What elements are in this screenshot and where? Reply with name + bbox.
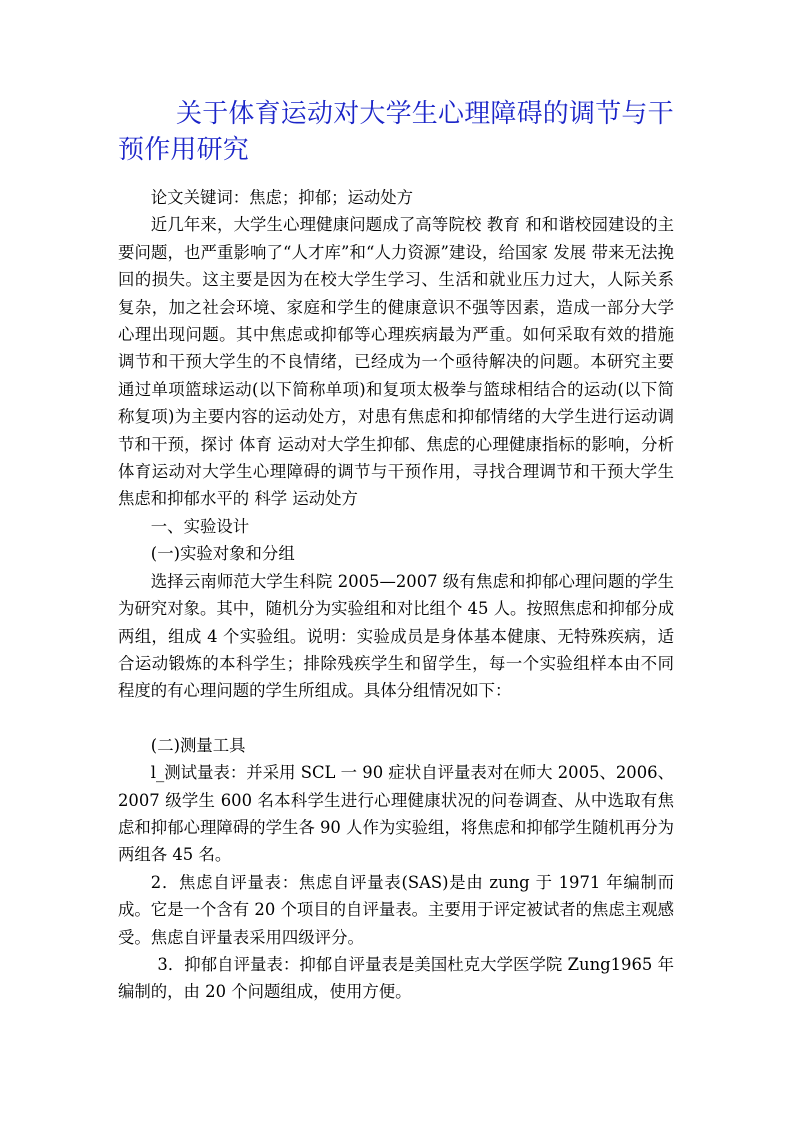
subsection-heading-measurement-tools: (二)测量工具 — [150, 735, 246, 755]
intro-paragraph: 近几年来，大学生心理健康问题成了高等院校 教育 和和谐校园建设的主要问题，也严重影响了“人才库”和“人力资源”建设，给国家 发展 带来无法挽回的损失。这主要是因为在校大学生学习、生活和就业压力过大，人际关系复杂，加之社会环境、家庭和学生的健康意识不强等因素，造成一部分大学心理出现问题。其中焦虑或抑郁等心理疾病最为严重。如何采取有效的措施调节和干预大学生的不良情绪，已经成为一个亟待解决的问题。本研究主要通过单项篮球运动(以下简称单项)和复项太极拳与篮球相结合的运动(以下简称复项)为主要内容的运动处方，对患有焦虑和抑郁情绪的大学生进行运动调节和干预，探讨 体育 运动对大学生抑郁、焦虑的心理健康指标的影响，分析体育运动对大学生心理障碍的调节与干预作用，寻找合理调节和干预大学生焦虑和抑郁水平的 科学 运动处方 — [118, 215, 674, 509]
document-title: 关于体育运动对大学生心理障碍的调节与干预作用研究 — [118, 99, 674, 165]
section-heading-experiment-design: 一、实验设计 — [150, 516, 250, 536]
tools-item-2: 2．焦虑自评量表：焦虑自评量表(SAS)是由 zung 于 1971 年编制而成。它是一个含有 20 个项目的自评量表。主要用于评定被试者的焦虑主观感受。焦虑自评量表采用四级评分。 — [118, 872, 674, 947]
document-body — [118, 184, 674, 1006]
subjects-paragraph: 选择云南师范大学生科院 2005—2007 级有焦虑和抑郁心理问题的学生为研究对象。其中，随机分为实验组和对比组个 45 人。按照焦虑和抑郁分成两组，组成 4 个实验组。说明：实验成员是身体基本健康、无特殊疾病，适合运动锻炼的本科学生；排除残疾学生和留学生，每一个实验组样本由不同程度的有心理问题的学生所组成。具体分组情况如下： — [118, 571, 674, 701]
subsection-heading-subjects: (一)实验对象和分组 — [150, 544, 295, 564]
keywords-line: 论文关键词：焦虑；抑郁；运动处方 — [150, 188, 414, 207]
tools-item-1: l_测试量表：并采用 SCL 一 90 症状自评量表对在师大 2005、2006、2007 级学生 600 名本科学生进行心理健康状况的问卷调查、从中选取有焦虑和抑郁心理障碍的学生各 90 人作为实验组，将焦虑和抑郁学生随机再分为两组各 45 名。 — [118, 763, 674, 865]
tools-item-3: 3．抑郁自评量表：抑郁自评量表是美国杜克大学医学院 Zung1965 年编制的，由 20 个问题组成，使用方便。 — [118, 954, 674, 1002]
